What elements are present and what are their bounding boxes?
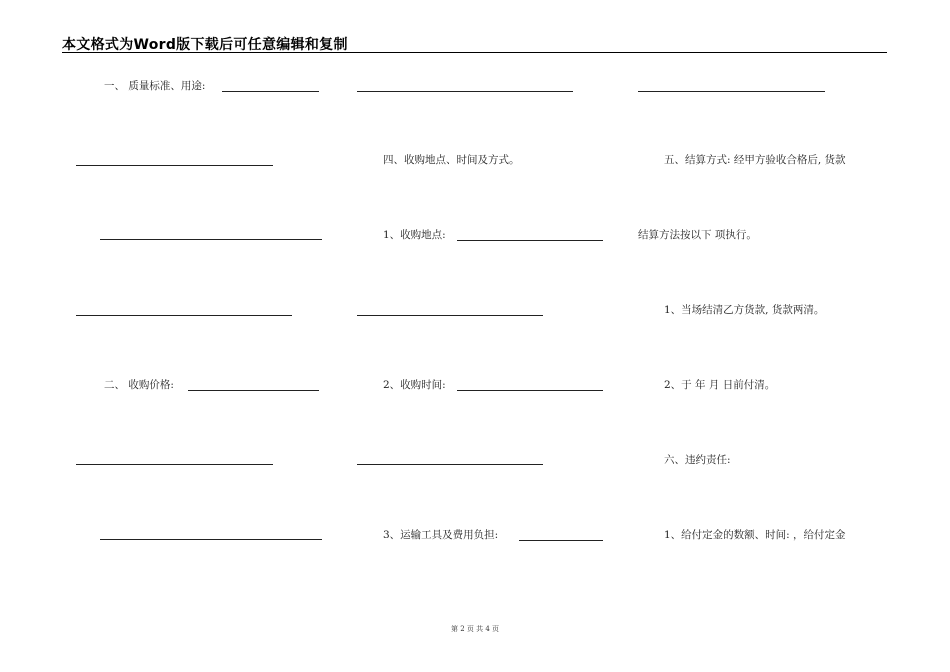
purchase-place-label: 1、收购地点: — [383, 229, 446, 241]
place-blank-line — [457, 240, 603, 241]
settlement-item-1: 1、当场结清乙方货款, 货款两清。 — [664, 304, 825, 316]
time-blank-line — [457, 390, 603, 391]
blank-line-col3-row1 — [638, 91, 825, 92]
purchase-price-label: 二、 收购价格: — [104, 379, 174, 391]
blank-line-col2-row6 — [357, 464, 543, 465]
page-number-footer: 第 2 页 共 4 页 — [450, 625, 500, 633]
quality-blank-line — [222, 91, 319, 92]
purchase-time-label: 2、收购时间: — [383, 379, 446, 391]
blank-line-col1-row6 — [76, 464, 273, 465]
blank-line-col1-row7 — [100, 539, 322, 540]
document-header-title: 本文格式为Word版下载后可任意编辑和复制 — [62, 37, 348, 53]
deposit-item-1: 1、给付定金的数额、时间: ，给付定金 — [664, 529, 846, 541]
settlement-item-2: 2、于 年 月 日前付清。 — [664, 379, 776, 391]
transport-cost-label: 3、运输工具及费用负担: — [383, 529, 499, 541]
section5-heading: 五、结算方式: 经甲方验收合格后, 货款 — [664, 154, 846, 166]
blank-line-col1-row2 — [76, 165, 273, 166]
section4-heading: 四、收购地点、时间及方式。 — [383, 154, 520, 166]
blank-line-col2-row4 — [357, 315, 543, 316]
settlement-method-line: 结算方法按以下 项执行。 — [638, 229, 757, 241]
quality-standard-label: 一、 质量标准、用途: — [104, 80, 206, 92]
blank-line-col1-row4 — [76, 315, 292, 316]
section6-heading: 六、违约责任: — [664, 454, 731, 466]
header-divider — [62, 52, 887, 53]
price-blank-line — [188, 390, 319, 391]
blank-line-col1-row3 — [100, 239, 322, 240]
transport-blank-line — [519, 540, 603, 541]
blank-line-col2-row1 — [357, 91, 573, 92]
